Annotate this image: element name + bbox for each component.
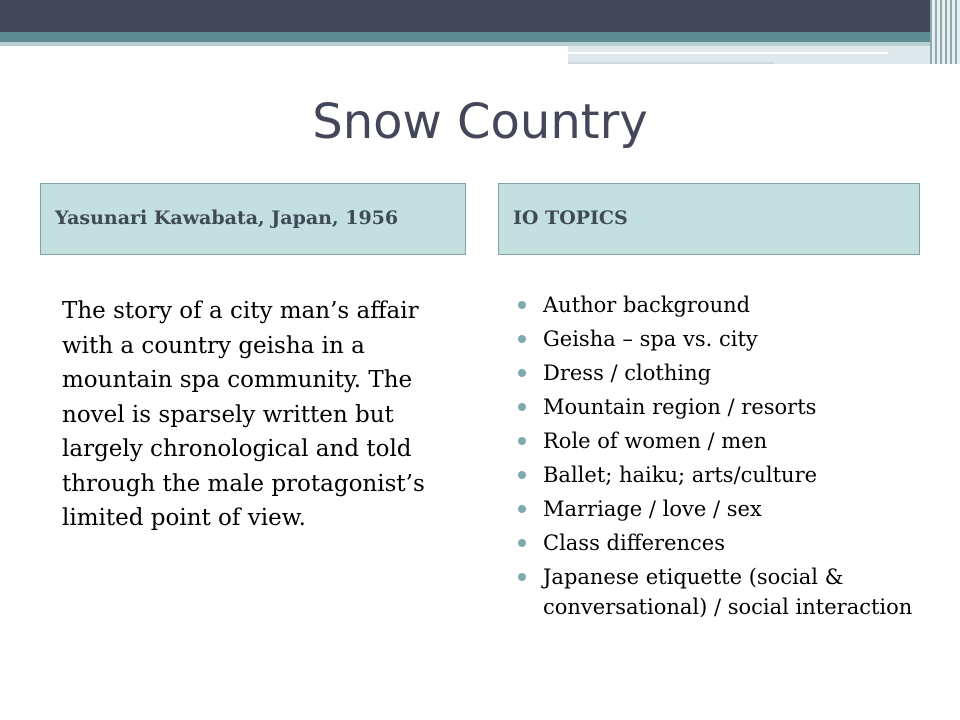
left-column-header-text: Yasunari Kawabata, Japan, 1956: [55, 207, 399, 230]
list-item: [516, 460, 926, 490]
list-item: [516, 528, 926, 558]
corner-stripes: [930, 0, 960, 64]
topic-text: Marriage / love / sex: [543, 497, 762, 521]
list-item: [516, 290, 926, 320]
bullet-icon: [518, 437, 526, 445]
topic-text: Mountain region / resorts: [543, 395, 817, 419]
header-band-teal: [0, 32, 960, 42]
bullet-icon: [518, 369, 526, 377]
list-item: [516, 494, 926, 524]
list-item: [516, 392, 926, 422]
topic-text: Geisha – spa vs. city: [543, 327, 758, 351]
topic-text: Dress / clothing: [543, 361, 712, 385]
bullet-icon: [518, 335, 526, 343]
right-column-header: [498, 183, 920, 255]
topic-text: Ballet; haiku; arts/culture: [543, 463, 818, 487]
list-item: [516, 562, 926, 622]
topic-text: Class differences: [543, 531, 725, 555]
header-band-dark: [0, 0, 960, 32]
list-item: [516, 324, 926, 354]
list-item: [516, 358, 926, 388]
bullet-icon: [518, 403, 526, 411]
header-rule: [568, 52, 888, 54]
list-item: [516, 426, 926, 456]
topic-text: Japanese etiquette (social & conversational) / social interaction: [543, 565, 913, 619]
summary-paragraph: The story of a city man’s affair with a country geisha in a mountain spa community. The novel is sparsely written but largely chronological and told through the male protagonist’s limited point of view.: [62, 298, 425, 531]
header-rule: [568, 62, 774, 64]
topics-list: [516, 290, 926, 626]
slide-title: Snow Country: [312, 94, 648, 150]
topic-text: Author background: [543, 293, 751, 317]
bullet-icon: [518, 539, 526, 547]
bullet-icon: [518, 505, 526, 513]
bullet-icon: [518, 301, 526, 309]
topic-text: Role of women / men: [543, 429, 768, 453]
right-column-header-text: IO TOPICS: [513, 207, 628, 230]
bullet-icon: [518, 573, 526, 581]
left-column-header: [40, 183, 466, 255]
bullet-icon: [518, 471, 526, 479]
